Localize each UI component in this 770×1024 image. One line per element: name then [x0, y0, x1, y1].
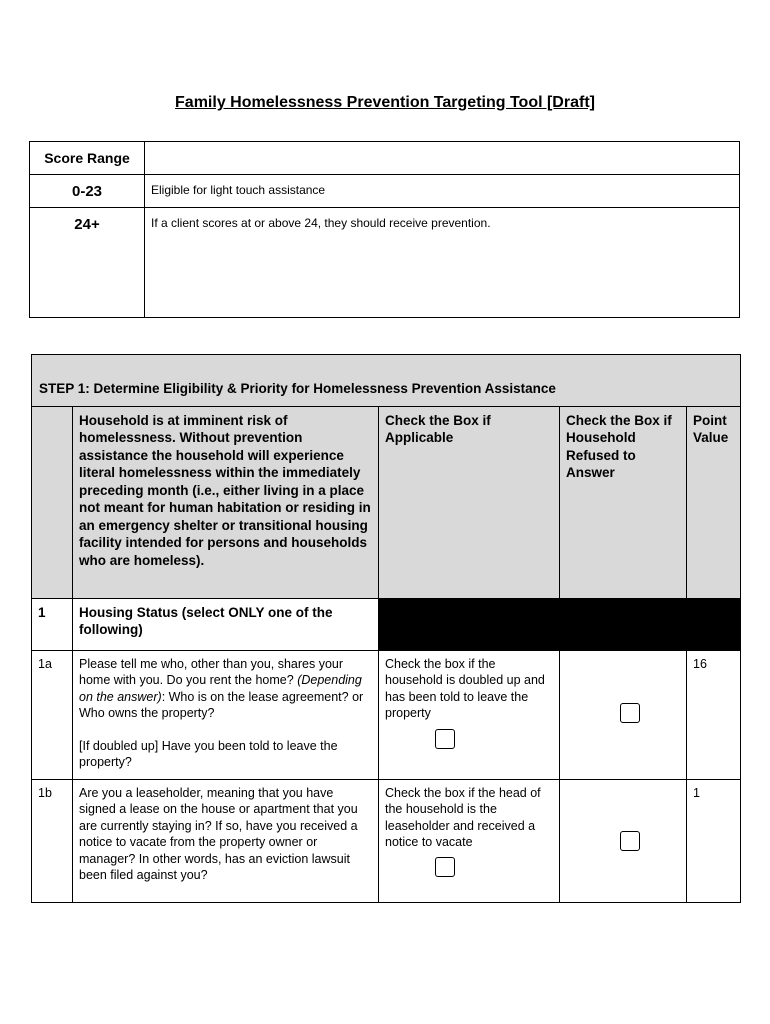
score-range-value: 0-23	[30, 175, 145, 208]
section-label: Housing Status (select ONLY one of the following)	[73, 598, 379, 650]
row-number: 1b	[32, 779, 73, 902]
refused-checkbox[interactable]	[620, 831, 640, 851]
question-cell	[73, 650, 379, 779]
score-range-description: Eligible for light touch assistance	[145, 175, 740, 208]
row-number: 1a	[32, 650, 73, 779]
score-range-header: Score Range	[30, 142, 145, 175]
points-column-header: Point Value	[687, 406, 741, 598]
page-title: Family Homelessness Prevention Targeting Tool [Draft]	[175, 94, 595, 111]
refused-cell	[560, 650, 687, 779]
score-range-table	[29, 141, 740, 318]
check-instruction: Check the box if the household is doubled up and has been told to leave the property	[385, 656, 545, 720]
refused-column-header: Check the Box if Household Refused to Answer	[560, 406, 687, 598]
question-text: : Who is on the lease agreement? or Who owns the property?	[79, 689, 364, 720]
applicable-checkbox[interactable]	[435, 857, 455, 877]
question-italic-text: (Depending on the answer)	[79, 673, 362, 704]
step1-title: STEP 1: Determine Eligibility & Priority for Homelessness Prevention Assistance	[32, 355, 741, 407]
check-instruction: Check the box if the head of the household is the leaseholder and received a notice to vacate	[385, 785, 541, 849]
section-number: 1	[32, 598, 73, 650]
point-value: 1	[687, 779, 741, 902]
step1-table	[31, 354, 741, 903]
question-followup: [If doubled up] Have you been told to leave the property?	[79, 738, 338, 769]
score-range-description: If a client scores at or above 24, they should receive prevention.	[145, 208, 740, 318]
refused-cell	[560, 779, 687, 902]
point-value: 16	[687, 650, 741, 779]
risk-column-header: Household is at imminent risk of homelessness. Without prevention assistance the household will experience literal homelessness within the immediately preceding month (i.e., either living in a place not meant for human habitation or residing in an emergency shelter or transitional housing facility intended for persons and households who are homeless).	[73, 406, 379, 598]
header-blank-cell	[32, 406, 73, 598]
applicable-cell	[379, 650, 560, 779]
question-text: Please tell me who, other than you, shares your home with you. Do you rent the home?	[79, 656, 344, 687]
section-blackout	[379, 598, 741, 650]
applicable-cell	[379, 779, 560, 902]
refused-checkbox[interactable]	[620, 703, 640, 723]
score-range-value: 24+	[30, 208, 145, 318]
score-header-empty	[145, 142, 740, 175]
applicable-checkbox[interactable]	[435, 729, 455, 749]
question-text: Are you a leaseholder, meaning that you have signed a lease on the house or apartment that you are currently staying in? If so, have you received a notice to vacate from the property owner or manager? In other words, has an eviction lawsuit been filed against you?	[73, 779, 379, 902]
applicable-column-header: Check the Box if Applicable	[379, 406, 560, 598]
